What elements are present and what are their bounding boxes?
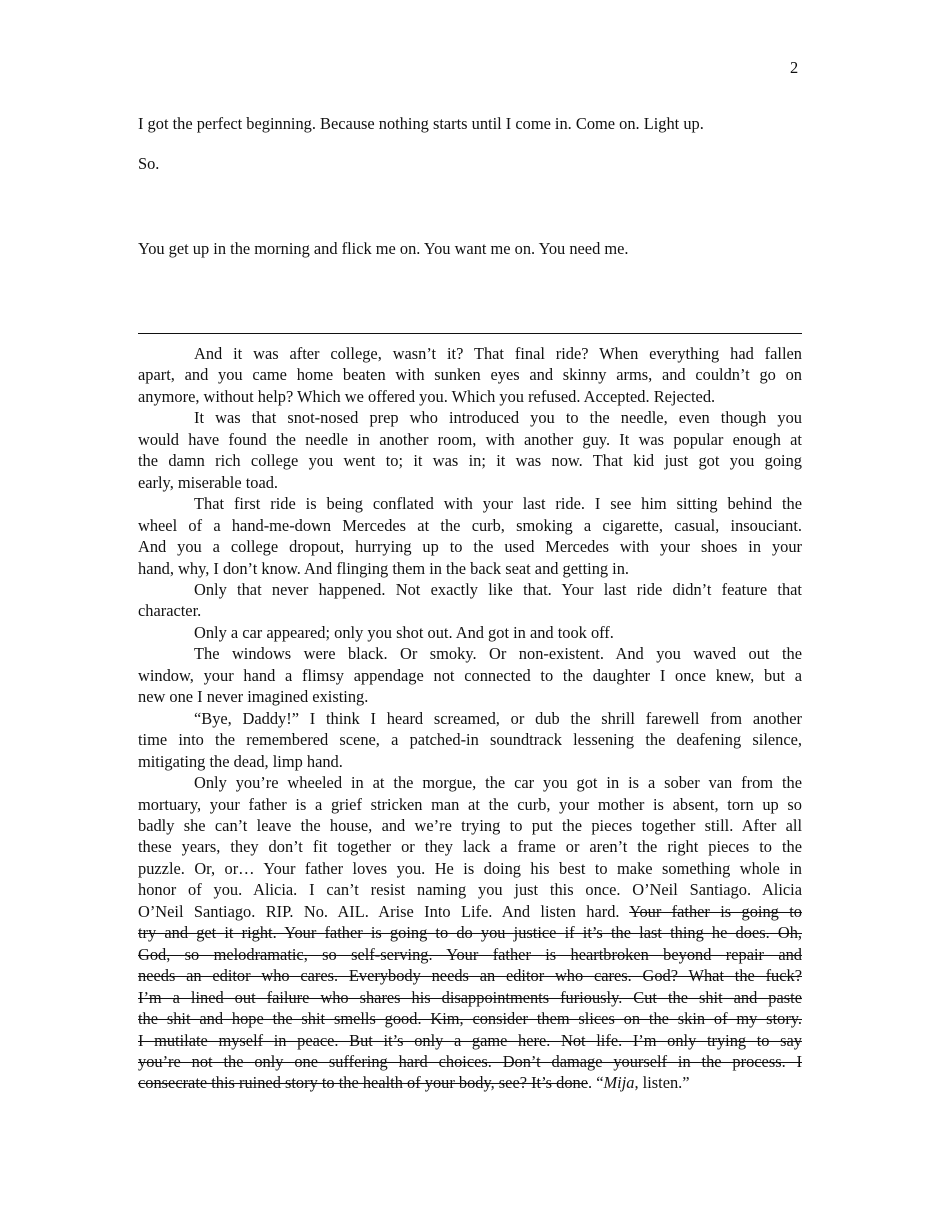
text-segment: , listen.”: [634, 1073, 690, 1093]
struck-text: try and get it right. Your father is going to do you justice if it’s the last thing he does. Oh,: [138, 923, 802, 943]
text-segment: mortuary, your father is a grief stricken man at the curb, your mother is absent, torn up so: [138, 794, 802, 814]
text-segment: O’Neil Santiago. RIP. No. AIL. Arise Into Life. And listen hard.: [138, 901, 630, 921]
paragraph-line: [138, 922, 802, 943]
text-segment: anymore, without help? Which we offered you. Which you refused. Accepted. Rejected.: [138, 386, 716, 406]
intro-line-2: So.: [138, 154, 160, 173]
text-segment: And you a college dropout, hurrying up to the used Mercedes with your shoes in your: [138, 537, 802, 557]
text-segment: early, miserable toad.: [138, 472, 279, 492]
text-segment: wheel of a hand-me-down Mercedes at the curb, smoking a cigarette, casual, insouciant.: [138, 515, 802, 535]
paragraph-line: [138, 600, 802, 621]
paragraph-line: [138, 1072, 802, 1093]
struck-text: I’m a lined out failure who shares his disappointments furiously. Cut the shit and paste: [138, 987, 802, 1007]
intro-line-3: You get up in the morning and flick me on. You want me on. You need me.: [138, 239, 629, 258]
paragraph-line: [138, 579, 802, 600]
paragraph-line: [138, 343, 802, 364]
paragraph-line: [138, 558, 802, 579]
text-segment: That first ride is being conflated with your last ride. I see him sitting behind the: [194, 494, 802, 514]
paragraph-line: [138, 536, 802, 557]
paragraph-line: [138, 493, 802, 514]
text-segment: window, your hand a flimsy appendage not connected to the daughter I once knew, but a: [138, 665, 802, 685]
struck-text: needs an editor who cares. Everybody needs an editor who cares. God? What the fuck?: [138, 966, 802, 986]
text-segment: Mija: [603, 1073, 635, 1093]
paragraph-line: [138, 429, 802, 450]
text-segment: Only you’re wheeled in at the morgue, the car you got in is a sober van from the: [194, 773, 802, 793]
text-segment: The windows were black. Or smoky. Or non-existent. And you waved out the: [194, 644, 802, 664]
paragraph-line: [138, 1008, 802, 1029]
paragraph-line: [138, 472, 802, 493]
paragraph-line: [138, 665, 802, 686]
paragraph-line: [138, 1051, 802, 1072]
text-segment: And it was after college, wasn’t it? That final ride? When everything had fallen: [194, 344, 802, 363]
text-segment: the damn rich college you went to; it was in; it was now. That kid just got you going: [138, 451, 802, 471]
text-segment: apart, and you came home beaten with sunken eyes and skinny arms, and couldn’t go on: [138, 365, 802, 385]
paragraph-line: [138, 686, 802, 707]
paragraph-line: [138, 794, 802, 815]
text-segment: “Bye, Daddy!” I think I heard screamed, or dub the shrill farewell from another: [194, 708, 802, 728]
text-segment: Only that never happened. Not exactly like that. Your last ride didn’t feature that: [194, 579, 802, 599]
paragraph-line: [138, 944, 802, 965]
paragraph-line: [138, 407, 802, 428]
paragraph-line: [138, 515, 802, 536]
intro-line-1: I got the perfect beginning. Because nothing starts until I come in. Come on. Light up.: [138, 114, 704, 133]
struck-text: the shit and hope the shit smells good. Kim, consider them slices on the skin of my story.: [138, 1009, 802, 1029]
text-segment: puzzle. Or, or… Your father loves you. He is doing his best to make something whole in: [138, 858, 802, 878]
paragraph-line: [138, 622, 802, 643]
text-segment: hand, why, I don’t know. And flinging them in the back seat and getting in.: [138, 558, 630, 578]
paragraph-line: [138, 836, 802, 857]
text-segment: . “: [588, 1073, 604, 1093]
paragraph-line: [138, 858, 802, 879]
footnote-text: [138, 343, 802, 1094]
paragraph-line: [138, 965, 802, 986]
text-segment: honor of you. Alicia. I can’t resist naming you just this once. O’Neil Santiago. Alicia: [138, 880, 802, 900]
struck-text: you’re not the only one suffering hard choices. Don’t damage yourself in the process. I: [138, 1051, 802, 1071]
paragraph-line: [138, 729, 802, 750]
paragraph-line: [138, 1030, 802, 1051]
paragraph-line: [138, 987, 802, 1008]
paragraph-line: [138, 751, 802, 772]
paragraph-line: [138, 386, 802, 407]
paragraph-line: [138, 772, 802, 793]
page-number: 2: [790, 58, 799, 77]
text-segment: badly she can’t leave the house, and we’re trying to put the pieces together still. After all: [138, 815, 802, 835]
text-segment: mitigating the dead, limp hand.: [138, 751, 343, 771]
paragraph-line: [138, 450, 802, 471]
paragraph-line: [138, 815, 802, 836]
paragraph-line: [138, 643, 802, 664]
text-segment: character.: [138, 601, 202, 621]
paragraph-line: [138, 708, 802, 729]
text-segment: Only a car appeared; only you shot out. And got in and took off.: [194, 622, 614, 642]
text-segment: would have found the needle in another room, with another guy. It was popular enough at: [138, 429, 802, 449]
struck-text: God, so melodramatic, so self-serving. Your father is heartbroken beyond repair and: [138, 944, 802, 964]
struck-text: Your father is going to: [629, 901, 802, 921]
text-segment: time into the remembered scene, a patched-in soundtrack lessening the deafening silence,: [138, 730, 802, 750]
section-divider: [138, 333, 802, 334]
struck-text: consecrate this ruined story to the health of your body, see? It’s done: [138, 1073, 589, 1093]
text-segment: It was that snot-nosed prep who introduced you to the needle, even though you: [194, 408, 802, 428]
paragraph-line: [138, 364, 802, 385]
paragraph-line: [138, 901, 802, 922]
struck-text: I mutilate myself in peace. But it’s only a game here. Not life. I’m only trying to say: [138, 1030, 802, 1050]
text-segment: new one I never imagined existing.: [138, 687, 369, 707]
paragraph-line: [138, 879, 802, 900]
text-segment: these years, they don’t fit together or they lack a frame or aren’t the right pieces to the: [138, 837, 802, 857]
